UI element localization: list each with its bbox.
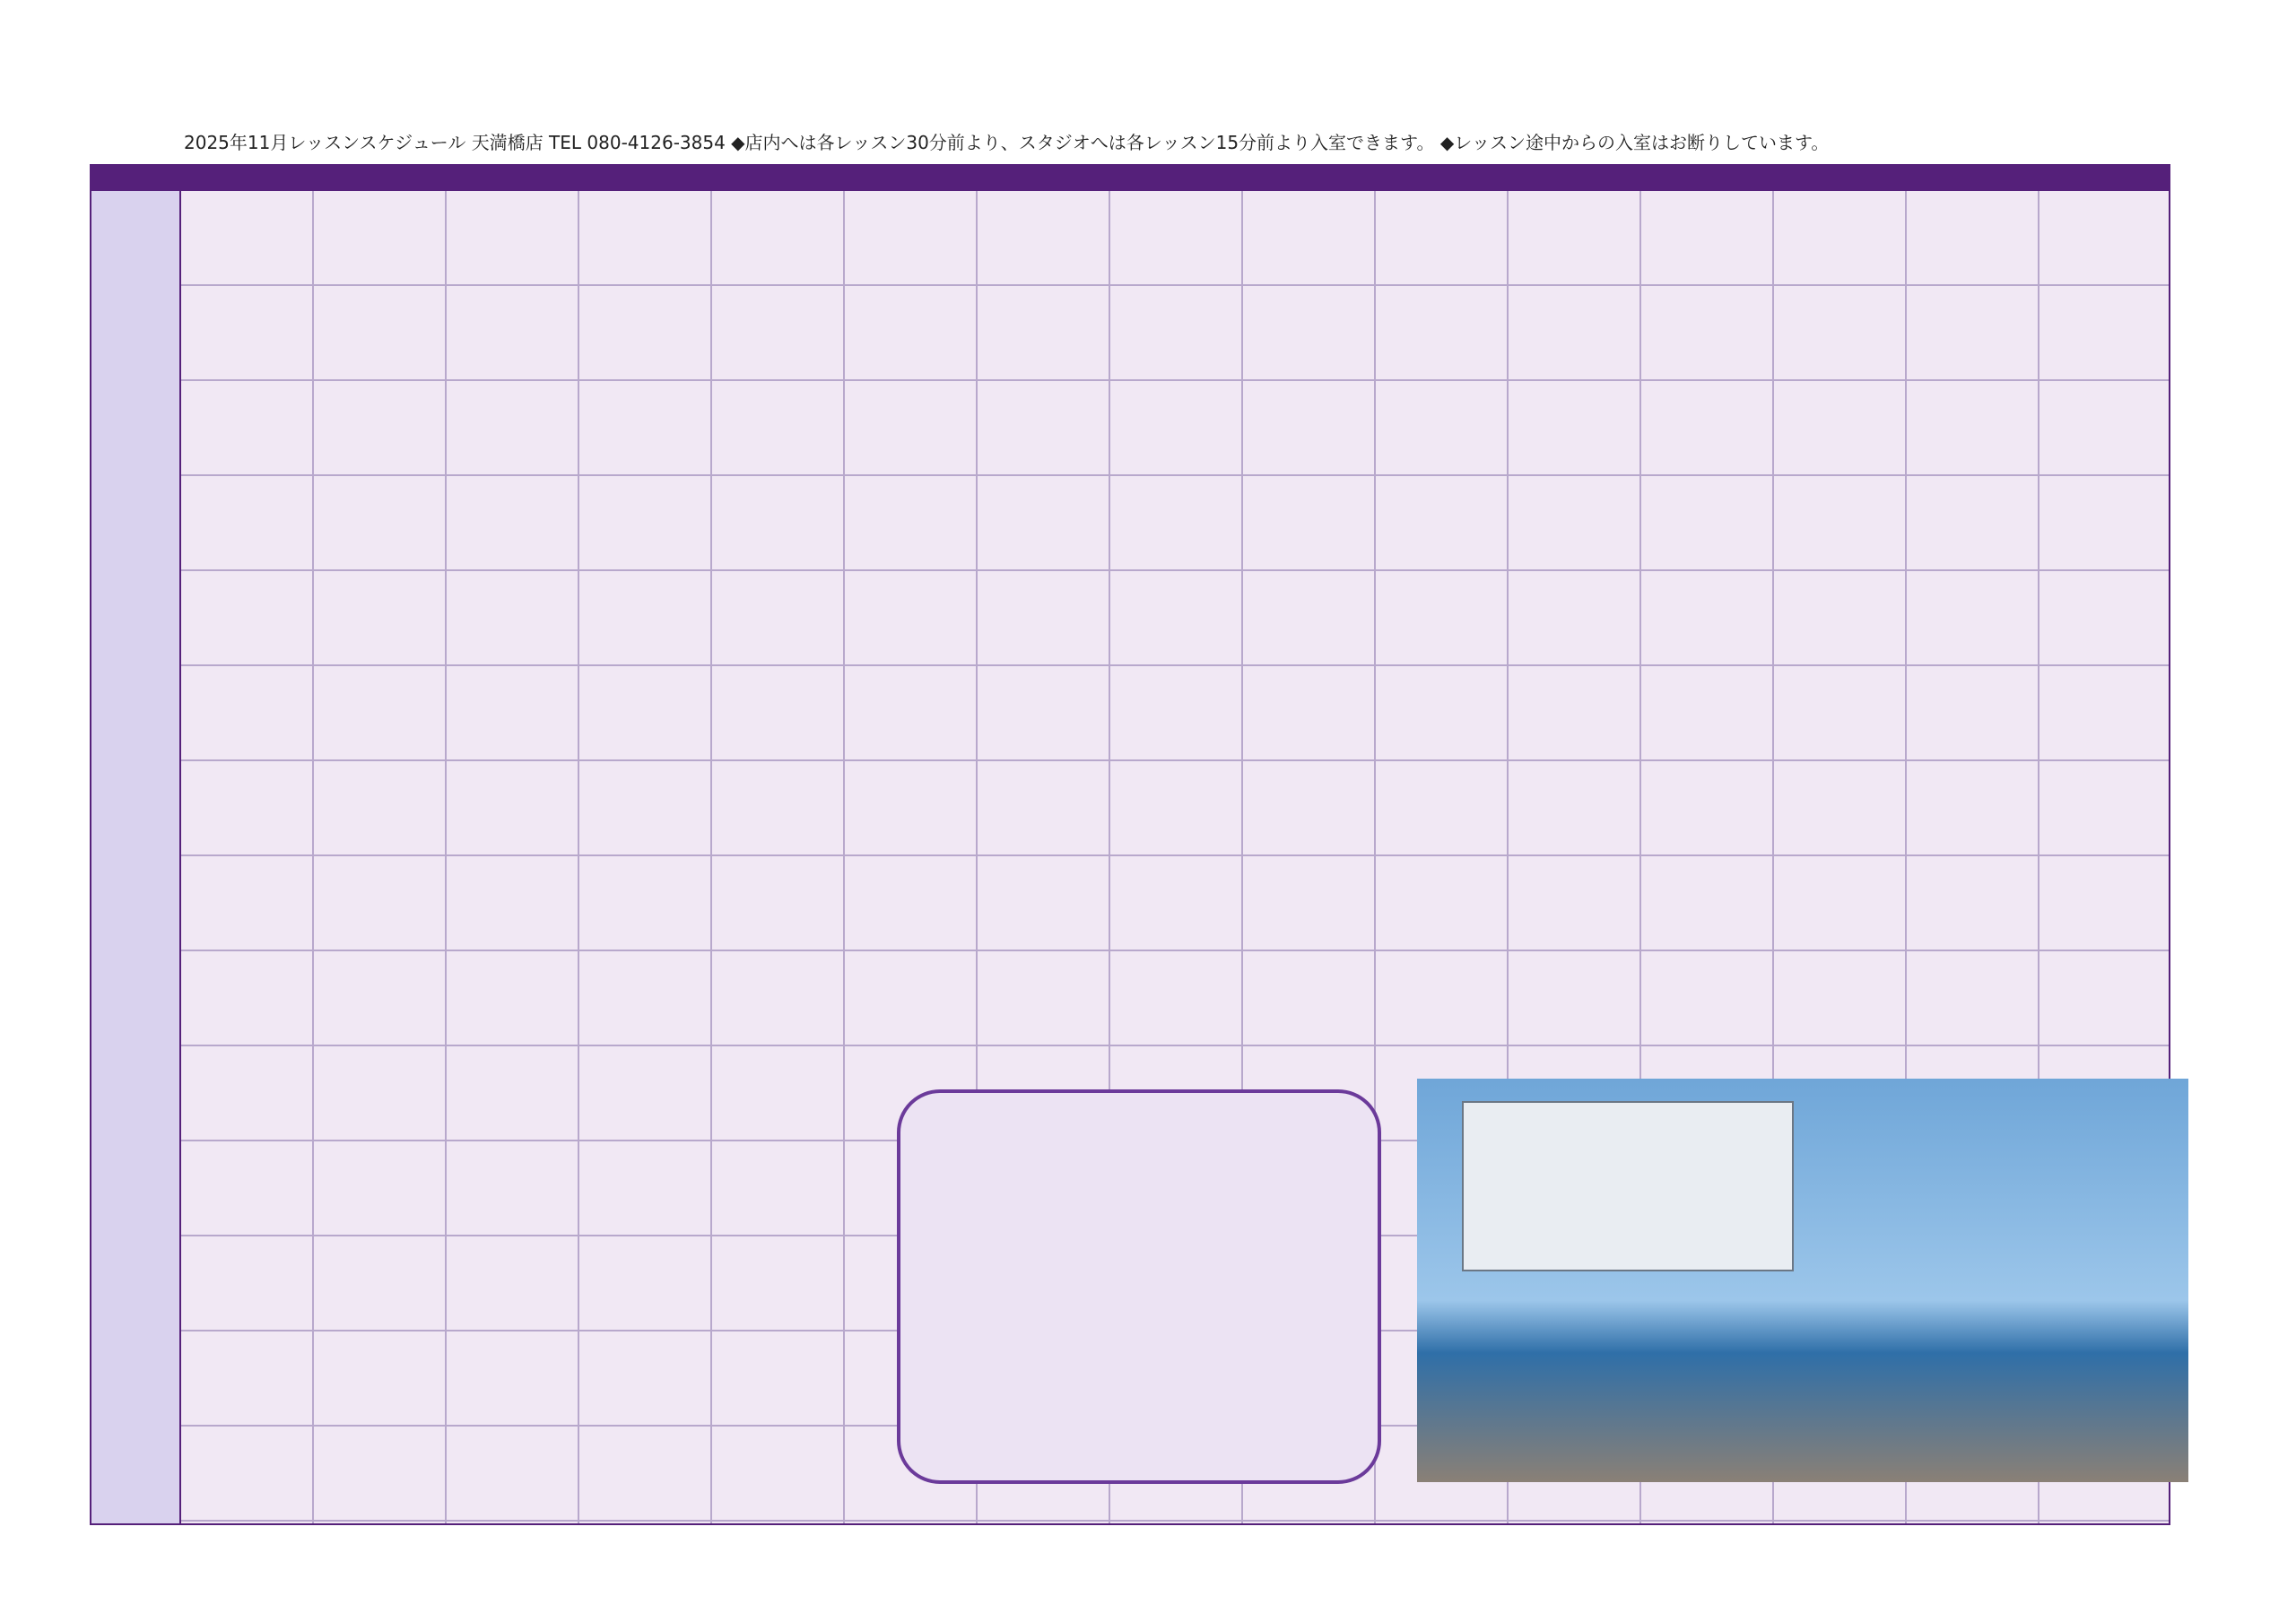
time-column bbox=[91, 191, 181, 1523]
notice-box bbox=[897, 1089, 1381, 1484]
schedule-column-header bbox=[91, 166, 2169, 193]
schedule-header: 2025年11月レッスンスケジュール 天満橋店 TEL 080-4126-3854 ◆店内へは各レッスン30分前より、スタジオへは各レッスン15分前より入室できます。 ◆レッスン途中からの入室はお断りしています。 bbox=[184, 132, 1830, 153]
mens-yoga-label bbox=[1462, 1101, 1794, 1271]
mens-yoga-photo bbox=[1417, 1079, 2188, 1482]
